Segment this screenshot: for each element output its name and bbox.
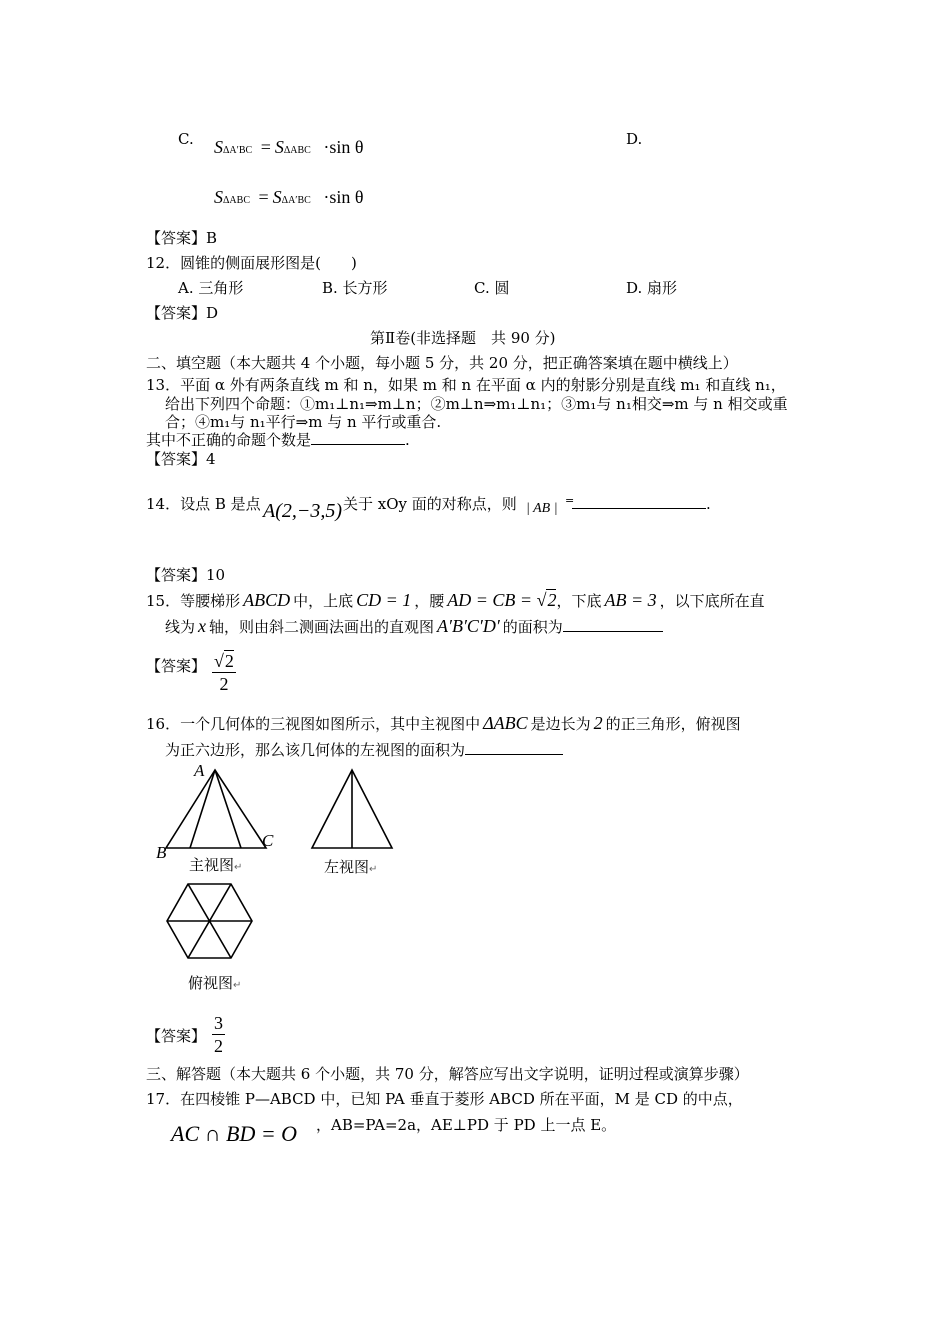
q17-line1: 17．在四棱锥 P—ABCD 中，已知 PA 垂直于菱形 ABCD 所在平面，M 是 CD 的中点， bbox=[146, 1090, 743, 1108]
q12-stem: 12．圆锥的侧面展形图是( ) bbox=[146, 254, 357, 272]
q16-answer-label: 【答案】 bbox=[146, 1027, 207, 1045]
q14-eq: = bbox=[565, 494, 575, 507]
q15-line2: 线为 x 轴，则由斜二测画法画出的直观图 A′B′C′D′ 的面积为 bbox=[165, 616, 663, 637]
q14-answer: 【答案】10 bbox=[146, 566, 226, 584]
q13-answer: 【答案】4 bbox=[146, 450, 216, 468]
side-view bbox=[312, 770, 392, 848]
three-views-figure bbox=[150, 758, 400, 998]
top-view bbox=[167, 884, 252, 958]
q12-option-c: C. 圆 bbox=[474, 279, 510, 297]
q17-formula: AC ∩ BD = O bbox=[171, 1121, 298, 1146]
q17-line2: ，AB=PA=2a，AE⊥PD 于 PD 上一点 E。 bbox=[316, 1116, 617, 1134]
q13-line4: 其中不正确的命题个数是 . bbox=[146, 431, 410, 449]
option-d-label: D. bbox=[626, 130, 643, 148]
vertex-b-label: B bbox=[156, 843, 167, 862]
q14-blank-wrap: . bbox=[572, 494, 711, 513]
q14-abs: | AB | bbox=[526, 501, 558, 516]
vertex-a-label: A bbox=[194, 761, 205, 780]
q13-line2: 给出下列四个命题：①m₁⊥n₁⇒m⊥n；②m⊥n⇒m₁⊥n₁；③m₁与 n₁相交⇒m 与 n 相交或重 bbox=[165, 395, 788, 413]
q15-answer-label: 【答案】 bbox=[146, 657, 207, 675]
q12-option-a: A. 三角形 bbox=[178, 279, 244, 297]
section2-instructions: 二、填空题（本大题共 4 个小题，每小题 5 分，共 20 分，把正确答案填在题中横线上） bbox=[146, 354, 738, 372]
q13-line1: 13．平面 α 外有两条直线 m 和 n，如果 m 和 n 在平面 α 内的射影分别是直线 m₁ 和直线 n₁， bbox=[146, 376, 786, 394]
q13-line3: 合；④m₁与 n₁平行⇒m 与 n 平行或重合. bbox=[165, 413, 442, 431]
front-view bbox=[166, 770, 266, 848]
section3-instructions: 三、解答题（本大题共 6 个小题，共 70 分，解答应写出文字说明，证明过程或演算步骤） bbox=[146, 1065, 749, 1083]
q11-answer: 【答案】B bbox=[146, 229, 218, 247]
q14-point: A(2,−3,5) bbox=[263, 500, 343, 522]
q14-blank bbox=[572, 494, 706, 509]
q14-prefix: 14．设点 B 是点 bbox=[146, 495, 261, 513]
q16-answer-fraction: $\frac{3}{2}$ bbox=[214, 1013, 223, 1056]
top-view-caption: 俯视图↵ bbox=[188, 974, 242, 992]
q15-blank bbox=[563, 617, 663, 632]
option-c-formula: SΔA′BC = SΔABC ·sin θ bbox=[214, 137, 364, 157]
q14-middle: 关于 xOy 面的对称点，则 bbox=[343, 495, 517, 513]
q12-answer: 【答案】D bbox=[146, 304, 219, 322]
q12-option-b: B. 长方形 bbox=[322, 279, 388, 297]
q15-line1: 15．等腰梯形 ABCD 中，上底 CD = 1 ，腰 AD = CB = √2，下底 AB = 3 ，以下底所在直 bbox=[146, 590, 765, 610]
q13-blank bbox=[311, 430, 405, 445]
q16-line2: 为正六边形，那么该几何体的左视图的面积为 bbox=[165, 739, 563, 760]
vertex-c-label: C bbox=[262, 831, 274, 850]
q15-answer-fraction: $\frac{√2}{2}$ bbox=[214, 651, 234, 694]
section2-title: 第Ⅱ卷(非选择题 共 90 分) bbox=[370, 329, 556, 347]
q12-option-d: D. 扇形 bbox=[626, 279, 678, 297]
side-view-caption: 左视图↵ bbox=[324, 858, 378, 876]
q16-blank bbox=[465, 740, 563, 755]
front-view-caption: 主视图↵ bbox=[189, 856, 243, 874]
option-d-formula: SΔABC = SΔA′BC ·sin θ bbox=[214, 187, 364, 207]
option-c-label: C. bbox=[178, 130, 194, 148]
q16-line1: 16．一个几何体的三视图如图所示，其中主视图中 ΔABC 是边长为 2 的正三角形，俯视图 bbox=[146, 713, 741, 733]
